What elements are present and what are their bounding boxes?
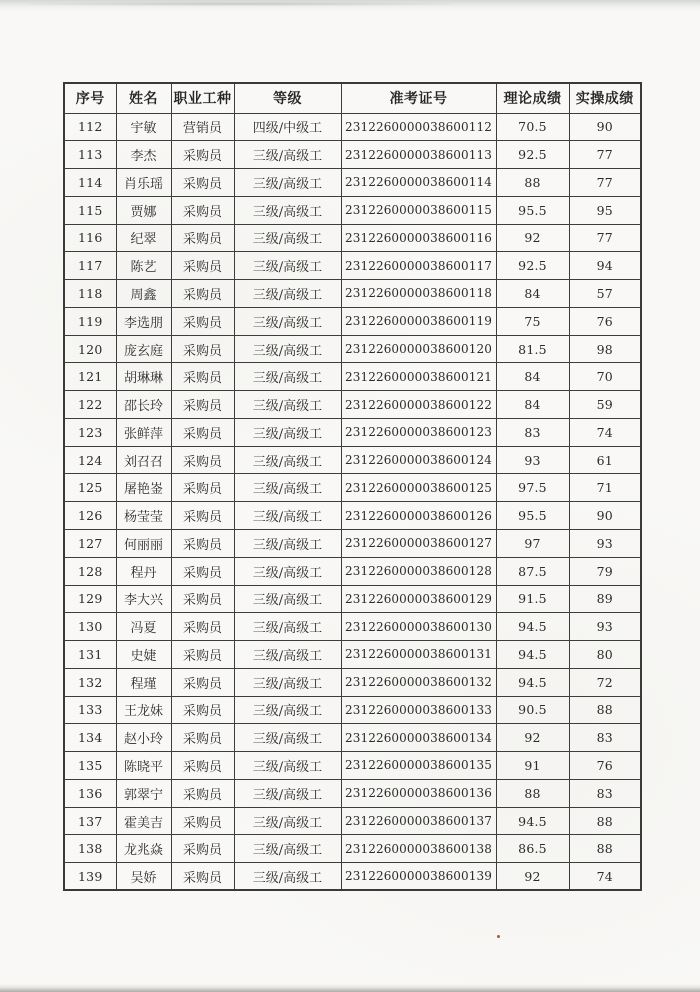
cell-theory-score: 97 <box>496 529 569 557</box>
cell-level: 三级/高级工 <box>234 529 341 557</box>
cell-no: 122 <box>64 391 116 419</box>
cell-name: 程瑾 <box>116 668 171 696</box>
table-row <box>64 280 641 308</box>
cell-level: 三级/高级工 <box>234 141 341 169</box>
column-header-occupation: 职业工种 <box>171 83 234 113</box>
cell-practical-score: 76 <box>569 752 641 780</box>
cell-theory-score: 88 <box>496 169 569 197</box>
cell-theory-score: 84 <box>496 363 569 391</box>
cell-occupation: 采购员 <box>171 169 234 197</box>
cell-exam-id: 2312260000038600116 <box>341 224 496 252</box>
cell-exam-id: 2312260000038600121 <box>341 363 496 391</box>
cell-practical-score: 61 <box>569 446 641 474</box>
table-body <box>64 113 641 890</box>
cell-occupation: 采购员 <box>171 446 234 474</box>
table-row <box>64 557 641 585</box>
table-row <box>64 863 641 891</box>
cell-name: 陈艺 <box>116 252 171 280</box>
cell-level: 三级/高级工 <box>234 696 341 724</box>
cell-occupation: 采购员 <box>171 418 234 446</box>
cell-exam-id: 2312260000038600125 <box>341 474 496 502</box>
cell-level: 三级/高级工 <box>234 807 341 835</box>
cell-exam-id: 2312260000038600122 <box>341 391 496 419</box>
cell-level: 三级/高级工 <box>234 391 341 419</box>
cell-theory-score: 92.5 <box>496 252 569 280</box>
cell-name: 宇敏 <box>116 113 171 141</box>
cell-theory-score: 95.5 <box>496 502 569 530</box>
cell-level: 三级/高级工 <box>234 446 341 474</box>
table-row <box>64 474 641 502</box>
table-row <box>64 752 641 780</box>
column-header-no: 序号 <box>64 83 116 113</box>
cell-practical-score: 79 <box>569 557 641 585</box>
cell-practical-score: 88 <box>569 835 641 863</box>
cell-level: 三级/高级工 <box>234 752 341 780</box>
table-row <box>64 224 641 252</box>
red-ink-speck <box>497 935 500 938</box>
cell-no: 132 <box>64 668 116 696</box>
cell-exam-id: 2312260000038600138 <box>341 835 496 863</box>
cell-name: 纪翠 <box>116 224 171 252</box>
cell-exam-id: 2312260000038600135 <box>341 752 496 780</box>
cell-exam-id: 2312260000038600137 <box>341 807 496 835</box>
cell-theory-score: 75 <box>496 307 569 335</box>
cell-exam-id: 2312260000038600128 <box>341 557 496 585</box>
cell-practical-score: 72 <box>569 668 641 696</box>
cell-no: 139 <box>64 863 116 891</box>
cell-level: 三级/高级工 <box>234 835 341 863</box>
cell-name: 贾娜 <box>116 196 171 224</box>
column-header-level: 等级 <box>234 83 341 113</box>
cell-occupation: 采购员 <box>171 807 234 835</box>
column-header-theory-score: 理论成绩 <box>496 83 569 113</box>
cell-exam-id: 2312260000038600117 <box>341 252 496 280</box>
cell-level: 三级/高级工 <box>234 335 341 363</box>
cell-practical-score: 77 <box>569 169 641 197</box>
cell-theory-score: 91 <box>496 752 569 780</box>
cell-theory-score: 94.5 <box>496 668 569 696</box>
scan-artifact-bottom <box>0 984 700 992</box>
cell-theory-score: 94.5 <box>496 613 569 641</box>
table-row <box>64 807 641 835</box>
cell-occupation: 采购员 <box>171 391 234 419</box>
cell-practical-score: 98 <box>569 335 641 363</box>
cell-theory-score: 87.5 <box>496 557 569 585</box>
table-row <box>64 141 641 169</box>
cell-no: 123 <box>64 418 116 446</box>
cell-theory-score: 94.5 <box>496 641 569 669</box>
cell-name: 郭翠宁 <box>116 779 171 807</box>
cell-occupation: 营销员 <box>171 113 234 141</box>
cell-level: 三级/高级工 <box>234 641 341 669</box>
cell-occupation: 采购员 <box>171 613 234 641</box>
cell-level: 三级/高级工 <box>234 724 341 752</box>
cell-practical-score: 59 <box>569 391 641 419</box>
cell-name: 吴娇 <box>116 863 171 891</box>
cell-occupation: 采购员 <box>171 752 234 780</box>
cell-occupation: 采购员 <box>171 307 234 335</box>
cell-occupation: 采购员 <box>171 502 234 530</box>
cell-name: 程丹 <box>116 557 171 585</box>
cell-level: 三级/高级工 <box>234 557 341 585</box>
cell-level: 三级/高级工 <box>234 585 341 613</box>
cell-occupation: 采购员 <box>171 280 234 308</box>
cell-level: 三级/高级工 <box>234 307 341 335</box>
cell-level: 三级/高级工 <box>234 252 341 280</box>
cell-no: 124 <box>64 446 116 474</box>
scan-artifact-top <box>0 0 700 11</box>
cell-level: 三级/高级工 <box>234 502 341 530</box>
cell-exam-id: 2312260000038600130 <box>341 613 496 641</box>
cell-level: 三级/高级工 <box>234 196 341 224</box>
cell-practical-score: 95 <box>569 196 641 224</box>
table-row <box>64 196 641 224</box>
cell-exam-id: 2312260000038600131 <box>341 641 496 669</box>
cell-exam-id: 2312260000038600139 <box>341 863 496 891</box>
cell-name: 李选朋 <box>116 307 171 335</box>
cell-no: 130 <box>64 613 116 641</box>
table-row <box>64 446 641 474</box>
cell-no: 121 <box>64 363 116 391</box>
cell-theory-score: 88 <box>496 779 569 807</box>
cell-level: 三级/高级工 <box>234 363 341 391</box>
table-row <box>64 835 641 863</box>
cell-occupation: 采购员 <box>171 141 234 169</box>
cell-theory-score: 92 <box>496 724 569 752</box>
cell-exam-id: 2312260000038600136 <box>341 779 496 807</box>
cell-name: 冯夏 <box>116 613 171 641</box>
table-row <box>64 502 641 530</box>
cell-occupation: 采购员 <box>171 863 234 891</box>
cell-exam-id: 2312260000038600127 <box>341 529 496 557</box>
cell-no: 114 <box>64 169 116 197</box>
cell-level: 三级/高级工 <box>234 224 341 252</box>
cell-no: 129 <box>64 585 116 613</box>
cell-occupation: 采购员 <box>171 641 234 669</box>
cell-practical-score: 83 <box>569 779 641 807</box>
cell-occupation: 采购员 <box>171 696 234 724</box>
cell-level: 三级/高级工 <box>234 668 341 696</box>
cell-practical-score: 80 <box>569 641 641 669</box>
table-row <box>64 169 641 197</box>
cell-level: 三级/高级工 <box>234 280 341 308</box>
cell-exam-id: 2312260000038600132 <box>341 668 496 696</box>
cell-name: 李杰 <box>116 141 171 169</box>
cell-name: 赵小玲 <box>116 724 171 752</box>
table-row <box>64 252 641 280</box>
cell-name: 杨莹莹 <box>116 502 171 530</box>
cell-theory-score: 84 <box>496 280 569 308</box>
cell-exam-id: 2312260000038600119 <box>341 307 496 335</box>
table-row <box>64 335 641 363</box>
cell-occupation: 采购员 <box>171 668 234 696</box>
table-row <box>64 779 641 807</box>
cell-exam-id: 2312260000038600112 <box>341 113 496 141</box>
table-row <box>64 113 641 141</box>
cell-exam-id: 2312260000038600118 <box>341 280 496 308</box>
cell-name: 胡琳琳 <box>116 363 171 391</box>
cell-name: 张鲜萍 <box>116 418 171 446</box>
cell-theory-score: 91.5 <box>496 585 569 613</box>
cell-name: 霍美吉 <box>116 807 171 835</box>
table-row <box>64 418 641 446</box>
cell-no: 128 <box>64 557 116 585</box>
column-header-exam-id: 准考证号 <box>341 83 496 113</box>
cell-no: 127 <box>64 529 116 557</box>
cell-occupation: 采购员 <box>171 724 234 752</box>
cell-no: 120 <box>64 335 116 363</box>
cell-exam-id: 2312260000038600120 <box>341 335 496 363</box>
cell-exam-id: 2312260000038600126 <box>341 502 496 530</box>
cell-name: 肖乐瑶 <box>116 169 171 197</box>
cell-no: 138 <box>64 835 116 863</box>
cell-practical-score: 93 <box>569 613 641 641</box>
cell-no: 126 <box>64 502 116 530</box>
cell-no: 136 <box>64 779 116 807</box>
cell-name: 龙兆焱 <box>116 835 171 863</box>
cell-level: 三级/高级工 <box>234 779 341 807</box>
cell-no: 115 <box>64 196 116 224</box>
table-row <box>64 585 641 613</box>
cell-name: 周鑫 <box>116 280 171 308</box>
table-row <box>64 613 641 641</box>
cell-occupation: 采购员 <box>171 529 234 557</box>
score-table <box>63 82 642 891</box>
cell-exam-id: 2312260000038600129 <box>341 585 496 613</box>
cell-practical-score: 88 <box>569 696 641 724</box>
cell-exam-id: 2312260000038600134 <box>341 724 496 752</box>
column-header-name: 姓名 <box>116 83 171 113</box>
cell-level: 三级/高级工 <box>234 169 341 197</box>
cell-level: 三级/高级工 <box>234 418 341 446</box>
cell-practical-score: 77 <box>569 224 641 252</box>
cell-name: 邵长玲 <box>116 391 171 419</box>
cell-name: 刘召召 <box>116 446 171 474</box>
cell-name: 庞玄庭 <box>116 335 171 363</box>
table-row <box>64 391 641 419</box>
cell-exam-id: 2312260000038600133 <box>341 696 496 724</box>
cell-occupation: 采购员 <box>171 779 234 807</box>
cell-name: 史婕 <box>116 641 171 669</box>
cell-theory-score: 94.5 <box>496 807 569 835</box>
cell-practical-score: 77 <box>569 141 641 169</box>
cell-theory-score: 92 <box>496 224 569 252</box>
cell-no: 113 <box>64 141 116 169</box>
cell-no: 135 <box>64 752 116 780</box>
table-row <box>64 668 641 696</box>
cell-practical-score: 74 <box>569 418 641 446</box>
cell-occupation: 采购员 <box>171 224 234 252</box>
cell-occupation: 采购员 <box>171 474 234 502</box>
cell-level: 四级/中级工 <box>234 113 341 141</box>
cell-occupation: 采购员 <box>171 557 234 585</box>
cell-name: 陈晓平 <box>116 752 171 780</box>
column-header-practical-score: 实操成绩 <box>569 83 641 113</box>
cell-theory-score: 83 <box>496 418 569 446</box>
cell-level: 三级/高级工 <box>234 474 341 502</box>
cell-practical-score: 90 <box>569 502 641 530</box>
cell-no: 119 <box>64 307 116 335</box>
table-row <box>64 307 641 335</box>
table-row <box>64 696 641 724</box>
cell-exam-id: 2312260000038600115 <box>341 196 496 224</box>
table-header <box>64 83 641 113</box>
cell-theory-score: 86.5 <box>496 835 569 863</box>
cell-no: 125 <box>64 474 116 502</box>
cell-theory-score: 92.5 <box>496 141 569 169</box>
cell-name: 王龙妹 <box>116 696 171 724</box>
cell-level: 三级/高级工 <box>234 863 341 891</box>
table-row <box>64 724 641 752</box>
cell-theory-score: 97.5 <box>496 474 569 502</box>
cell-theory-score: 70.5 <box>496 113 569 141</box>
cell-occupation: 采购员 <box>171 252 234 280</box>
cell-no: 118 <box>64 280 116 308</box>
cell-occupation: 采购员 <box>171 363 234 391</box>
cell-practical-score: 88 <box>569 807 641 835</box>
table-row <box>64 641 641 669</box>
cell-exam-id: 2312260000038600114 <box>341 169 496 197</box>
cell-no: 134 <box>64 724 116 752</box>
cell-theory-score: 95.5 <box>496 196 569 224</box>
cell-practical-score: 70 <box>569 363 641 391</box>
cell-practical-score: 76 <box>569 307 641 335</box>
cell-practical-score: 94 <box>569 252 641 280</box>
cell-level: 三级/高级工 <box>234 613 341 641</box>
cell-occupation: 采购员 <box>171 335 234 363</box>
cell-theory-score: 81.5 <box>496 335 569 363</box>
cell-exam-id: 2312260000038600113 <box>341 141 496 169</box>
cell-practical-score: 90 <box>569 113 641 141</box>
cell-theory-score: 84 <box>496 391 569 419</box>
cell-theory-score: 92 <box>496 863 569 891</box>
table-row <box>64 529 641 557</box>
cell-practical-score: 74 <box>569 863 641 891</box>
cell-exam-id: 2312260000038600123 <box>341 418 496 446</box>
cell-no: 137 <box>64 807 116 835</box>
cell-no: 131 <box>64 641 116 669</box>
cell-no: 112 <box>64 113 116 141</box>
cell-name: 李大兴 <box>116 585 171 613</box>
cell-practical-score: 93 <box>569 529 641 557</box>
cell-practical-score: 83 <box>569 724 641 752</box>
cell-theory-score: 90.5 <box>496 696 569 724</box>
cell-practical-score: 71 <box>569 474 641 502</box>
table-header-row <box>64 83 641 113</box>
cell-occupation: 采购员 <box>171 585 234 613</box>
cell-no: 133 <box>64 696 116 724</box>
cell-occupation: 采购员 <box>171 835 234 863</box>
cell-practical-score: 89 <box>569 585 641 613</box>
cell-practical-score: 57 <box>569 280 641 308</box>
cell-exam-id: 2312260000038600124 <box>341 446 496 474</box>
cell-name: 何丽丽 <box>116 529 171 557</box>
table-row <box>64 363 641 391</box>
cell-occupation: 采购员 <box>171 196 234 224</box>
cell-no: 117 <box>64 252 116 280</box>
cell-name: 屠艳崟 <box>116 474 171 502</box>
cell-no: 116 <box>64 224 116 252</box>
cell-theory-score: 93 <box>496 446 569 474</box>
